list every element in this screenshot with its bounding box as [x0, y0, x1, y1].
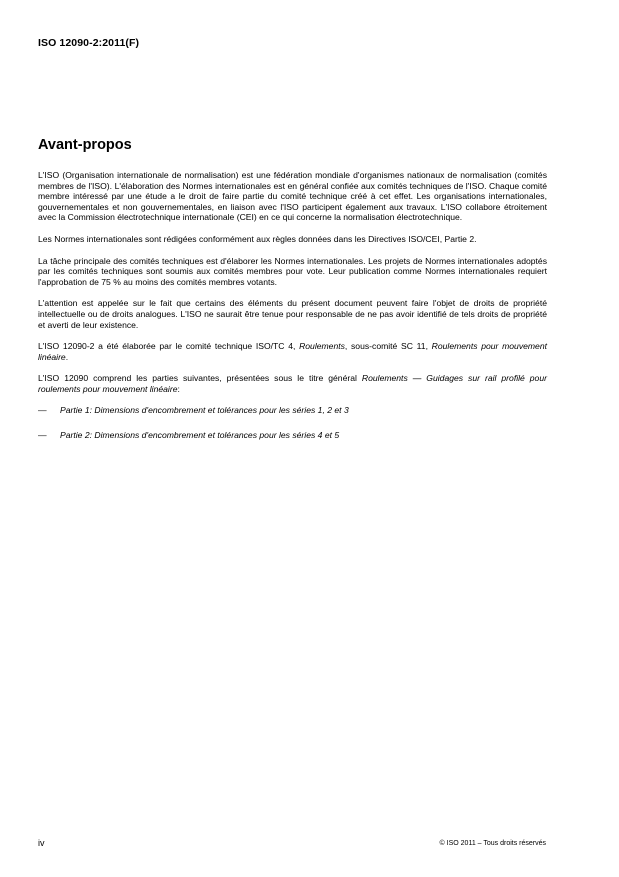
paragraph-parts-intro: [38, 373, 547, 394]
prepared-by-end: .: [65, 351, 69, 362]
page-number: iv: [38, 838, 45, 848]
parts-intro-text: L'ISO 12090 comprend les parties suivantes, présentées sous le titre général: [38, 373, 362, 384]
prepared-by-text: L'ISO 12090-2 a été élaborée par le comité technique ISO/TC 4,: [38, 341, 300, 352]
paragraph-patent-rights: L'attention est appelée sur le fait que certains des éléments du présent document peuvent faire l'objet de droits de propriété intellectuelle ou de droits analogues. L'ISO ne saurait être tenue pour responsable de ne pas avoir identifié de tels droits de propriété et averti de leur existence.: [38, 298, 547, 330]
document-code-header: ISO 12090-2:2011(F): [38, 37, 140, 49]
parts-intro-end: :: [177, 383, 180, 394]
list-item-text: Partie 2: Dimensions d'encombrement et tolérances pour les séries 4 et 5: [60, 430, 340, 441]
list-item: [38, 405, 547, 416]
list-item-text: Partie 1: Dimensions d'encombrement et tolérances pour les séries 1, 2 et 3: [60, 404, 349, 415]
dash-bullet: —: [38, 430, 47, 441]
parts-list: [38, 405, 547, 441]
copyright-notice: © ISO 2011 – Tous droits réservés: [439, 840, 546, 847]
subcommittee-title: Roulements pour mouvement linéaire: [38, 341, 547, 362]
paragraph-iso-organisation: L'ISO (Organisation internationale de normalisation) est une fédération mondiale d'organismes nationaux de normalisation (comités membres de l'ISO). L'élaboration des Normes internationales est en général confiée aux comités techniques de l'ISO. Chaque comité membre intéressé par une étude a le droit de faire partie du comité technique créé à cet effet. Les organisations internationales, gouvernementales et non gouvernementales, en liaison avec l'ISO participent également aux travaux. L'ISO collabore étroitement avec la Commission électrotechnique internationale (CEI) en ce qui concerne la normalisation électrotechnique.: [38, 170, 547, 223]
general-title: Roulements — Guidages sur rail profilé pour roulements pour mouvement linéaire: [38, 373, 547, 394]
foreword-body: [38, 170, 547, 456]
paragraph-directives: Les Normes internationales sont rédigées conformément aux règles données dans les Directives ISO/CEI, Partie 2.: [38, 233, 477, 244]
subcommittee-text: , sous-comité SC 11,: [344, 341, 432, 352]
paragraph-prepared-by: [38, 341, 547, 362]
dash-bullet: —: [38, 404, 47, 415]
paragraph-technical-committees: La tâche principale des comités techniques est d'élaborer les Normes internationales. Les projets de Normes internationales adoptés par les comités techniques sont soumis aux comités membres pour vote. Leur publication comme Normes internationales requiert l'approbation de 75 % au moins des comités membres votants.: [38, 255, 547, 287]
list-item: [38, 430, 547, 441]
committee-title: Roulements: [299, 341, 345, 352]
section-title: Avant-propos: [38, 137, 132, 153]
